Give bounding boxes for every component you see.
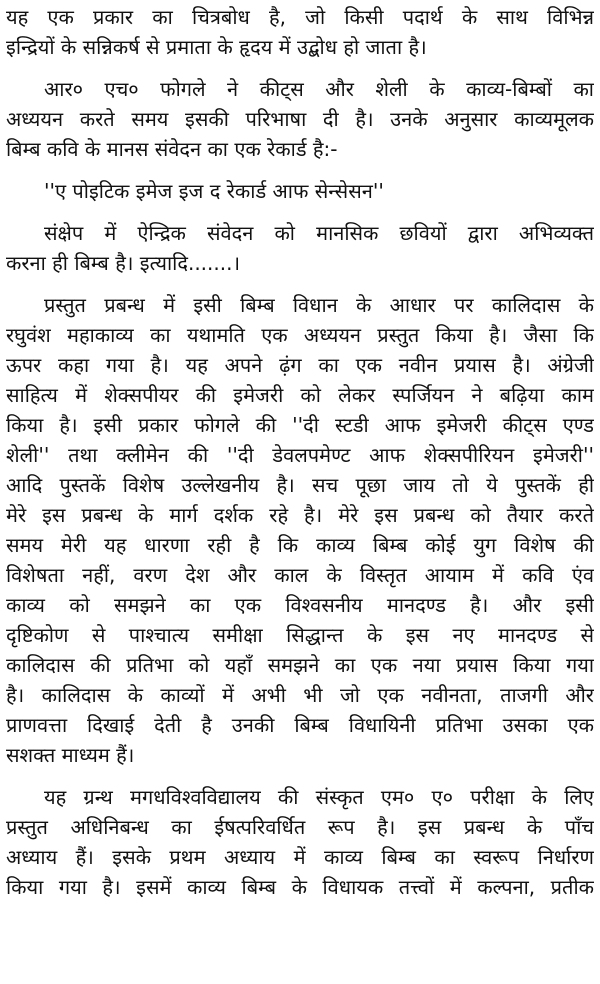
text-line: अध्याय हैं। इसके प्रथम अध्याय में काव्य बिम्ब का स्वरूप निर्धारण bbox=[6, 845, 594, 869]
quote-line: ''ए पोइटिक इमेज इज द रेकार्ड आफ सेन्सेसन'' bbox=[44, 179, 384, 203]
text-line: किया है। इसी प्रकार फोगले की ''दी स्टडी आफ इमेजरी कीट्स एण्ड bbox=[6, 413, 594, 437]
text-line: समय मेरी यह धारणा रही है कि काव्य बिम्ब कोई युग विशेष की bbox=[6, 533, 594, 557]
text-line: साहित्य में शेक्सपीयर की इमेजरी को लेकर स्पर्जियन ने बढ़िया काम bbox=[6, 383, 594, 407]
text-line: शेली'' तथा क्लीमेन की ''दी डेवलपमेण्ट आफ शेक्सपीरियन इमेजरी'' bbox=[6, 443, 594, 467]
paragraph-quote bbox=[6, 176, 594, 206]
text-line: इन्द्रियों के सन्निकर्ष से प्रमाता के हृदय में उद्बोध हो जाता है। bbox=[6, 35, 427, 59]
paragraph-gap bbox=[6, 278, 594, 290]
text-line: यह एक प्रकार का चित्रबोध है, जो किसी पदार्थ के साथ विभिन्न bbox=[6, 5, 594, 29]
text-line: अध्ययन करते समय इसकी परिभाषा दी है। उनके अनुसार काव्यमूलक bbox=[6, 107, 594, 131]
text-line: है। कालिदास के काव्यों में अभी भी जो एक नवीनता, ताजगी और bbox=[6, 683, 594, 707]
text-line: आर० एच० फोगले ने कीट्स और शेली के काव्य-बिम्बों का bbox=[44, 77, 594, 101]
text-line: प्रस्तुत अधिनिबन्ध का ईषत्परिवर्धित रूप है। इस प्रबन्ध के पाँच bbox=[6, 815, 594, 839]
text-line: ऊपर कहा गया है। यह अपने ढ़ंग का एक नवीन प्रयास है। अंग्रेजी bbox=[6, 353, 594, 377]
paragraph-2 bbox=[6, 74, 594, 164]
text-line: संक्षेप में ऐन्द्रिक संवेदन को मानसिक छवियों द्वारा अभिव्यक्त bbox=[44, 221, 594, 245]
paragraph-4 bbox=[6, 218, 594, 278]
text-line: बिम्ब कवि के मानस संवेदन का एक रेकार्ड है:- bbox=[6, 137, 338, 161]
text-line: सशक्त माध्यम हैं। bbox=[6, 743, 135, 767]
text-line: मेरे इस प्रबन्ध के मार्ग दर्शक रहे है। मेरे इस प्रबन्ध को तैयार करते bbox=[6, 503, 594, 527]
text-line: कालिदास की प्रतिभा को यहाँ समझने का एक नया प्रयास किया गया bbox=[6, 653, 594, 677]
paragraph-5 bbox=[6, 290, 594, 770]
text-line: काव्य को समझने का एक विश्वसनीय मानदण्ड है। और इसी bbox=[6, 593, 594, 617]
text-line: प्रस्तुत प्रबन्ध में इसी बिम्ब विधान के आधार पर कालिदास के bbox=[44, 293, 594, 317]
text-line: आदि पुस्तकें विशेष उल्लेखनीय है। सच पूछा जाय तो ये पुस्तकें ही bbox=[6, 473, 594, 497]
text-line: करना ही बिम्ब है। इत्यादि.......। bbox=[6, 251, 241, 275]
text-line: यह ग्रन्थ मगधविश्वविद्यालय की संस्कृत एम० ए० परीक्षा के लिए bbox=[44, 785, 594, 809]
paragraph-1 bbox=[6, 2, 594, 62]
text-line: प्राणवत्ता दिखाई देती है उनकी बिम्ब विधायिनी प्रतिभा उसका एक bbox=[6, 713, 594, 737]
text-line: किया गया है। इसमें काव्य बिम्ब के विधायक तत्त्वों में कल्पना, प्रतीक bbox=[6, 875, 594, 899]
paragraph-gap bbox=[6, 164, 594, 176]
paragraph-gap bbox=[6, 770, 594, 782]
text-line: विशेषता नहीं, वरण देश और काल के विस्तृत आयाम में कवि एंव bbox=[6, 563, 594, 587]
paragraph-gap bbox=[6, 206, 594, 218]
text-line: रघुवंश महाकाव्य का यथामति एक अध्ययन प्रस्तुत किया है। जैसा कि bbox=[6, 323, 594, 347]
text-line: दृष्टिकोण से पाश्चात्य समीक्षा सिद्धान्त के इस नए मानदण्ड से bbox=[6, 623, 594, 647]
paragraph-gap bbox=[6, 62, 594, 74]
paragraph-6 bbox=[6, 782, 594, 902]
